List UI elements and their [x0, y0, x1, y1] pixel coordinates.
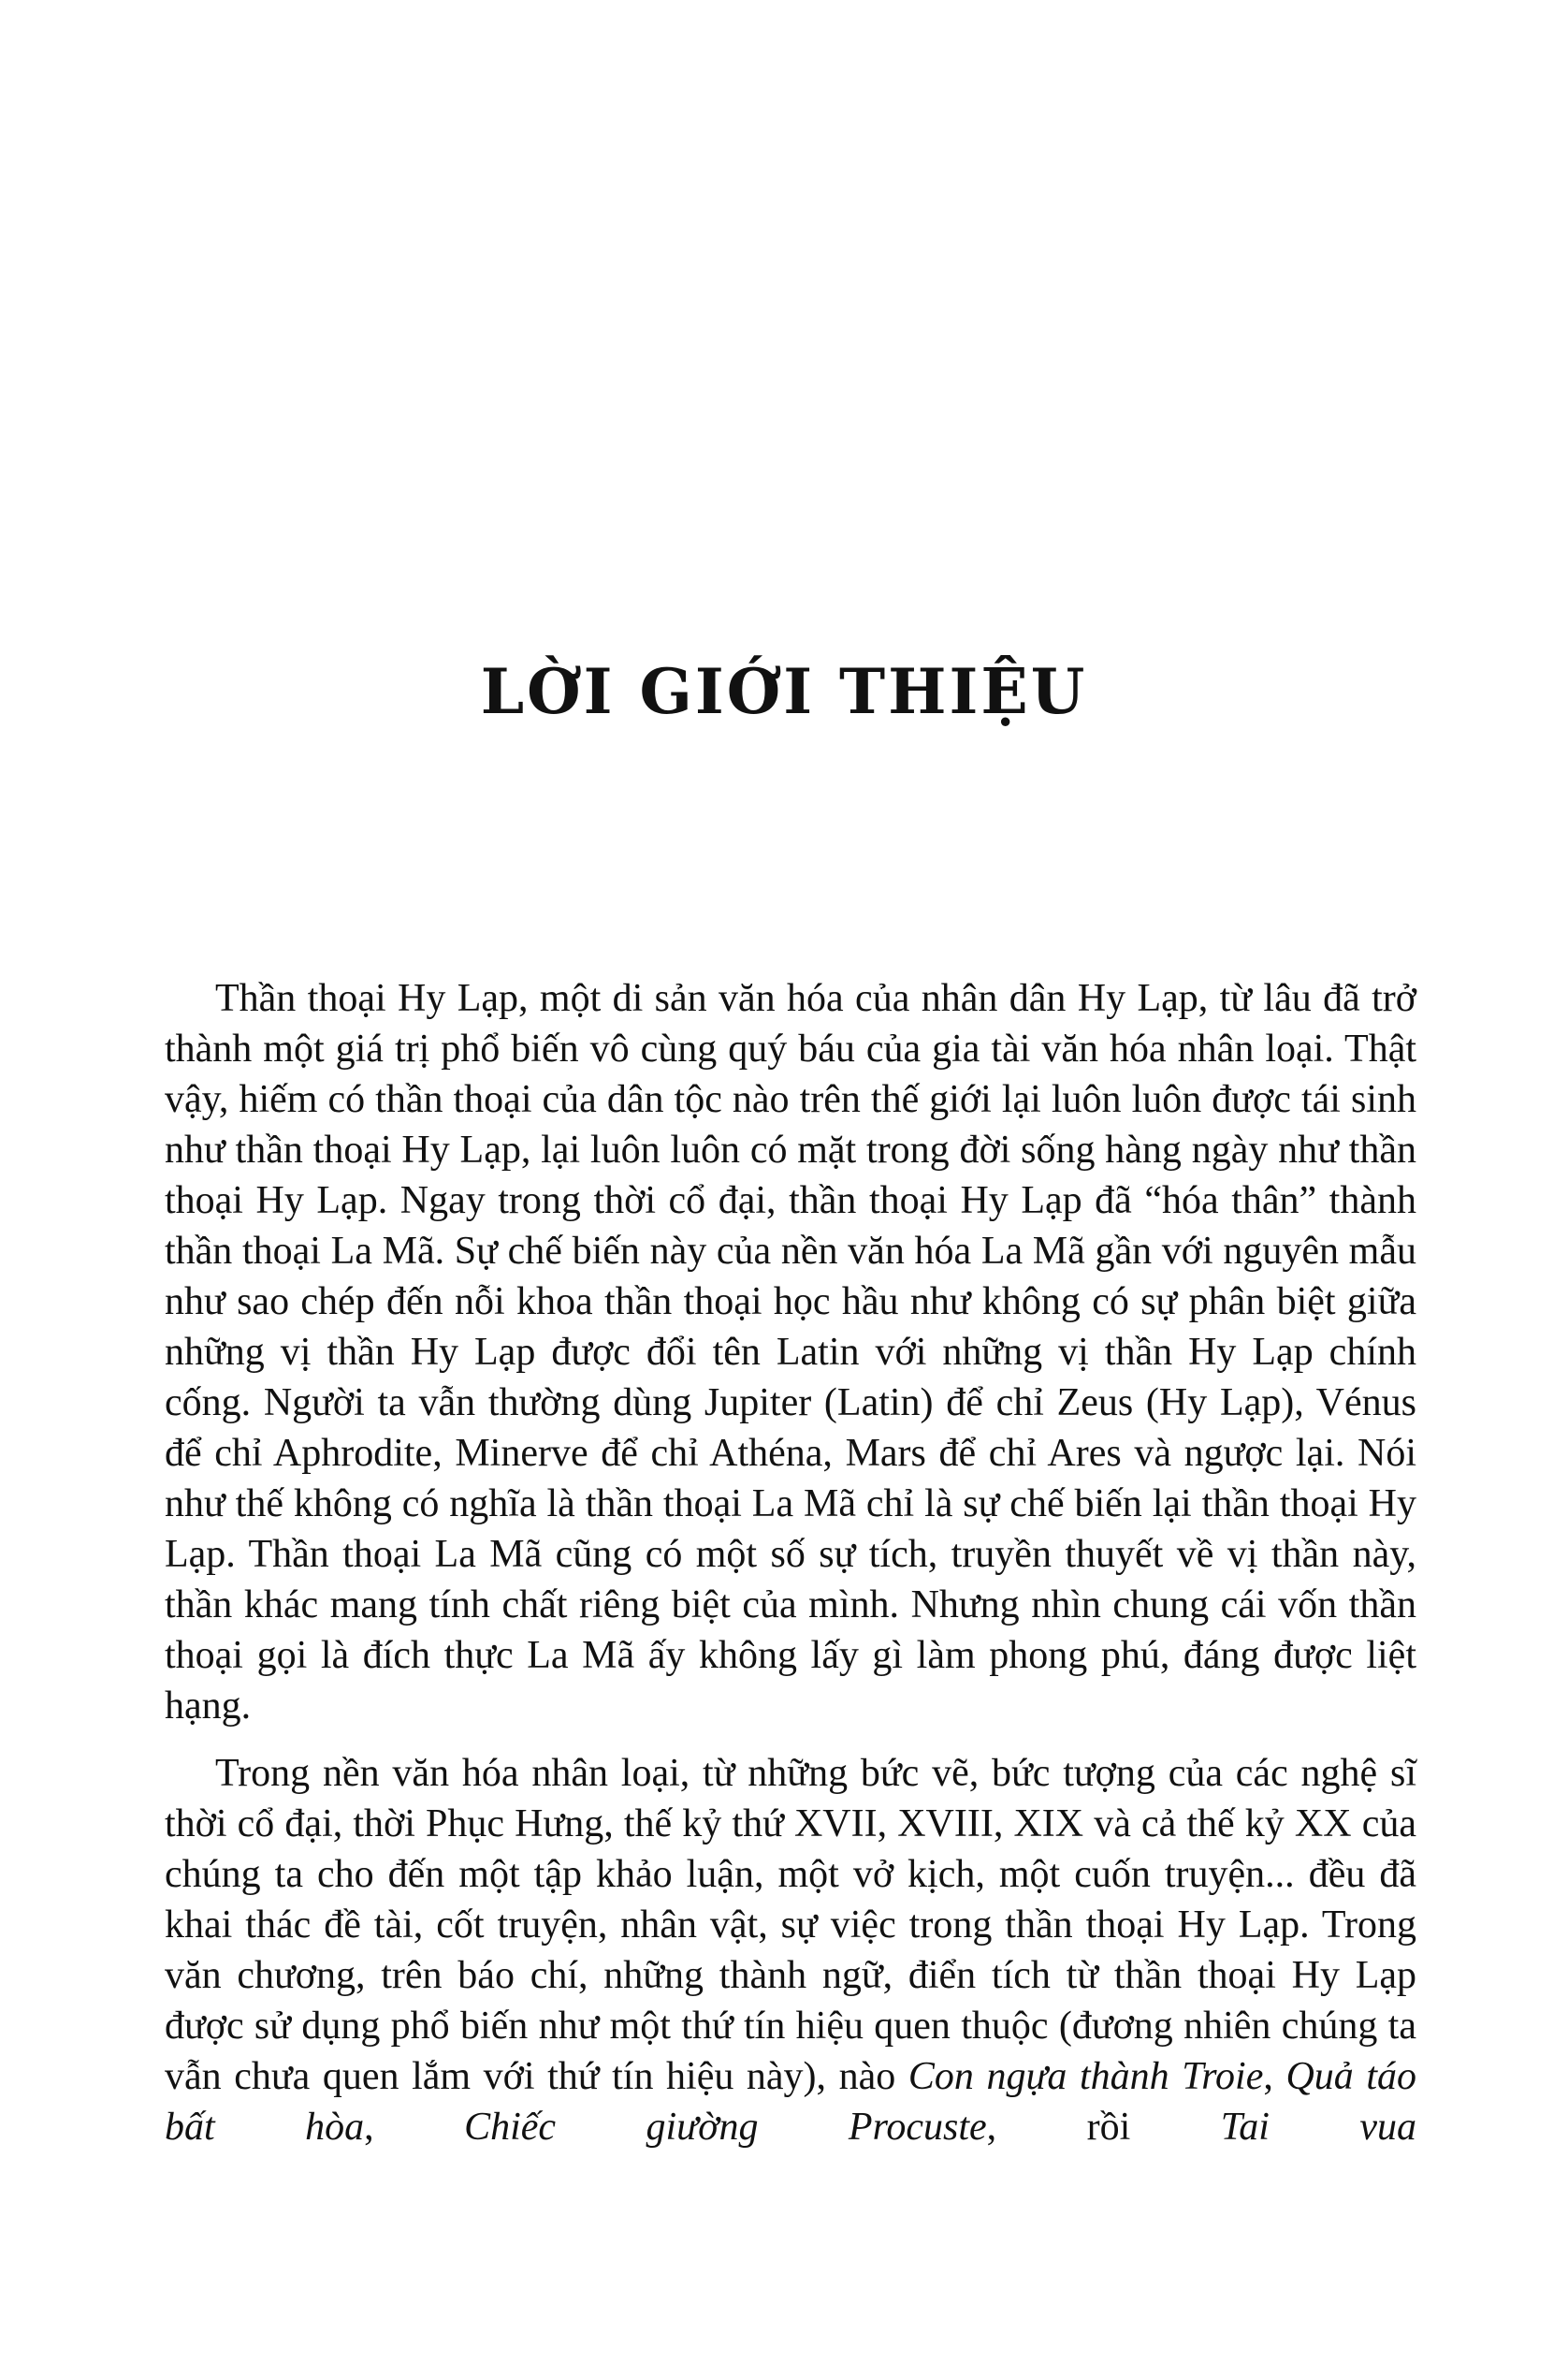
- separator-3: , rồi: [986, 2106, 1221, 2149]
- separator-2: ,: [364, 2106, 465, 2149]
- paragraph-2: [165, 1748, 1416, 2152]
- term-trojan-horse: Con ngựa thành Troie: [907, 2055, 1264, 2098]
- chapter-title: LỜI GIỚI THIỆU: [480, 655, 1088, 728]
- term-procrustes-bed: Chiếc giường Procuste: [464, 2106, 987, 2149]
- body-text: [165, 973, 1416, 2169]
- paragraph-1: Thần thoại Hy Lạp, một di sản văn hóa của nhân dân Hy Lạp, từ lâu đã trở thành một giá trị phổ biến vô cùng quý báu của gia tài văn hóa nhân loại. Thật vậy, hiếm có thần thoại của dân tộc nào trên thế giới lại luôn luôn được tái sinh như thần thoại Hy Lạp, lại luôn luôn có mặt trong đời sống hàng ngày như thần thoại Hy Lạp. Ngay trong thời cổ đại, thần thoại Hy Lạp đã “hóa thân” thành thần thoại La Mã. Sự chế biến này của nền văn hóa La Mã gần với nguyên mẫu như sao chép đến nỗi khoa thần thoại học hầu như không có sự phân biệt giữa những vị thần Hy Lạp được đổi tên Latin với những vị thần Hy Lạp chính cống. Người ta vẫn thường dùng Jupiter (Latin) để chỉ Zeus (Hy Lạp), Vénus để chỉ Aphrodite, Minerve để chỉ Athéna, Mars để chỉ Ares và ngược lại. Nói như thế không có nghĩa là thần thoại La Mã chỉ là sự chế biến lại thần thoại Hy Lạp. Thần thoại La Mã cũng có một số sự tích, truyền thuyết về vị thần này, thần khác mang tính chất riêng biệt của mình. Nhưng nhìn chung cái vốn thần thoại gọi là đích thực La Mã ấy không lấy gì làm phong phú, đáng được liệt hạng.: [165, 977, 1416, 1728]
- term-king-ears: Tai vua: [1220, 2106, 1416, 2149]
- paragraph-2-text: Trong nền văn hóa nhân loại, từ những bức vẽ, bức tượng của các nghệ sĩ thời cổ đại, thời Phục Hưng, thế kỷ thứ XVII, XVIII, XIX và cả thế kỷ XX của chúng ta cho đến một tập khảo luận, một vở kịch, một cuốn truyện... đều đã khai thác đề tài, cốt truyện, nhân vật, sự việc trong thần thoại Hy Lạp. Trong văn chương, trên báo chí, những thành ngữ, điển tích từ thần thoại Hy Lạp được sử dụng phổ biến như một thứ tín hiệu quen thuộc (đương nhiên chúng ta vẫn chưa quen lắm với thứ tín hiệu này), nào: [165, 1752, 1416, 2098]
- term-apple-of-discord: Quả táo bất hòa: [165, 2055, 1417, 2149]
- separator-1: ,: [1263, 2055, 1286, 2098]
